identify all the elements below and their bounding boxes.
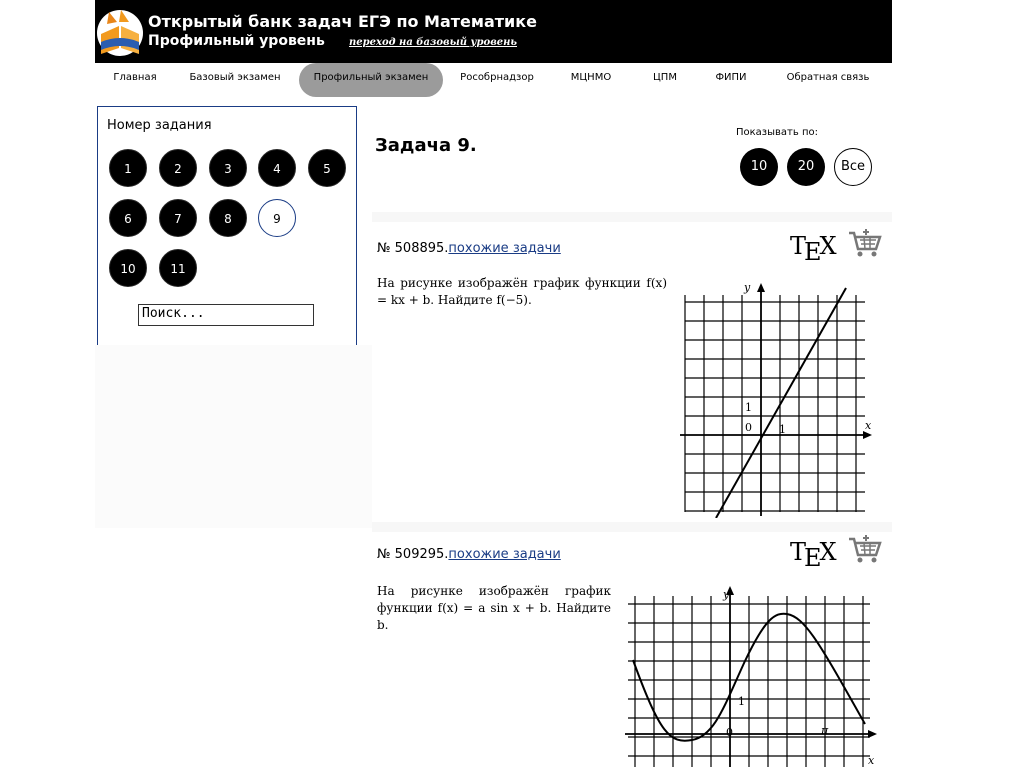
search-input[interactable]: Поиск... xyxy=(138,304,314,326)
problem-1-similar-link[interactable]: похожие задачи xyxy=(448,241,561,256)
page-size-label: Показывать по: xyxy=(736,127,818,138)
problem-2-axis-x: x xyxy=(868,754,875,767)
problem-1-unit-x: 1 xyxy=(779,423,786,436)
task-number-2[interactable]: 2 xyxy=(159,149,197,187)
problem-2-number: № 509295. xyxy=(377,547,449,562)
problem-1-number: № 508895. xyxy=(377,241,449,256)
task-number-5[interactable]: 5 xyxy=(308,149,346,187)
task-title: Задача 9. xyxy=(375,135,477,156)
problem-1-cart-icon[interactable] xyxy=(848,229,882,259)
switch-level-link[interactable]: переход на базовый уровень xyxy=(349,37,518,48)
problem-2-cart-icon[interactable] xyxy=(848,535,882,565)
problem-2-similar-link[interactable]: похожие задачи xyxy=(448,547,561,562)
problem-1-axis-x: x xyxy=(865,419,872,432)
problem-2-pi-label: π xyxy=(821,724,829,737)
sidebar-background xyxy=(95,345,372,528)
nav-feedback[interactable]: Обратная связь xyxy=(786,72,870,83)
problem-1-tex-button[interactable]: TEX xyxy=(790,232,835,266)
site-header xyxy=(95,0,892,63)
problem-1-graph xyxy=(680,280,875,518)
problem-1-unit-y: 1 xyxy=(745,401,752,414)
problem-2-unit-y: 1 xyxy=(738,695,745,708)
task-number-7[interactable]: 7 xyxy=(159,199,197,237)
level-label: Профильный уровень xyxy=(148,33,325,49)
problem-2-graph xyxy=(625,584,880,767)
task-number-11[interactable]: 11 xyxy=(159,249,197,287)
task-number-3[interactable]: 3 xyxy=(209,149,247,187)
nav-home[interactable]: Главная xyxy=(113,72,157,83)
task-number-title: Номер задания xyxy=(107,118,212,133)
divider xyxy=(372,522,892,532)
task-number-4[interactable]: 4 xyxy=(258,149,296,187)
task-number-9-selected[interactable]: 9 xyxy=(258,199,296,237)
nav-basic-exam[interactable]: Базовый экзамен xyxy=(189,72,281,83)
site-title: Открытый банк задач ЕГЭ по Математике xyxy=(148,12,537,31)
problem-1-text: На рисунке изображён график функции f(x) = kx + b. Найдите f(−5). xyxy=(377,276,667,307)
problem-2-tex-button[interactable]: TEX xyxy=(790,538,835,572)
nav-mcnmo[interactable]: МЦНМО xyxy=(570,72,612,83)
nav-fipi[interactable]: ФИПИ xyxy=(715,72,747,83)
divider xyxy=(372,212,892,222)
problem-2-axis-y: y xyxy=(723,588,730,601)
problem-1-axis-y: y xyxy=(744,281,751,294)
book-logo-icon xyxy=(95,4,145,58)
nav-profile-exam[interactable]: Профильный экзамен xyxy=(299,63,443,97)
problem-1-header xyxy=(377,241,561,256)
nav-rosobrnadzor[interactable]: Рособрнадзор xyxy=(460,72,534,83)
main-nav xyxy=(95,63,892,97)
nav-cpm[interactable]: ЦПМ xyxy=(653,72,677,83)
task-number-6[interactable]: 6 xyxy=(109,199,147,237)
page-size-all-button[interactable]: Все xyxy=(834,148,872,186)
task-number-1[interactable]: 1 xyxy=(109,149,147,187)
problem-1-origin: 0 xyxy=(745,421,752,434)
problem-2-text: На рисунке изображён график функции f(x) = a sin x + b. Найдите b. xyxy=(377,584,611,632)
problem-2-header xyxy=(377,547,561,562)
task-number-8[interactable]: 8 xyxy=(209,199,247,237)
problem-2-origin: 0 xyxy=(726,726,733,739)
task-number-10[interactable]: 10 xyxy=(109,249,147,287)
page-size-20-button[interactable]: 20 xyxy=(787,148,825,186)
page-size-10-button[interactable]: 10 xyxy=(740,148,778,186)
task-number-panel xyxy=(97,106,357,346)
